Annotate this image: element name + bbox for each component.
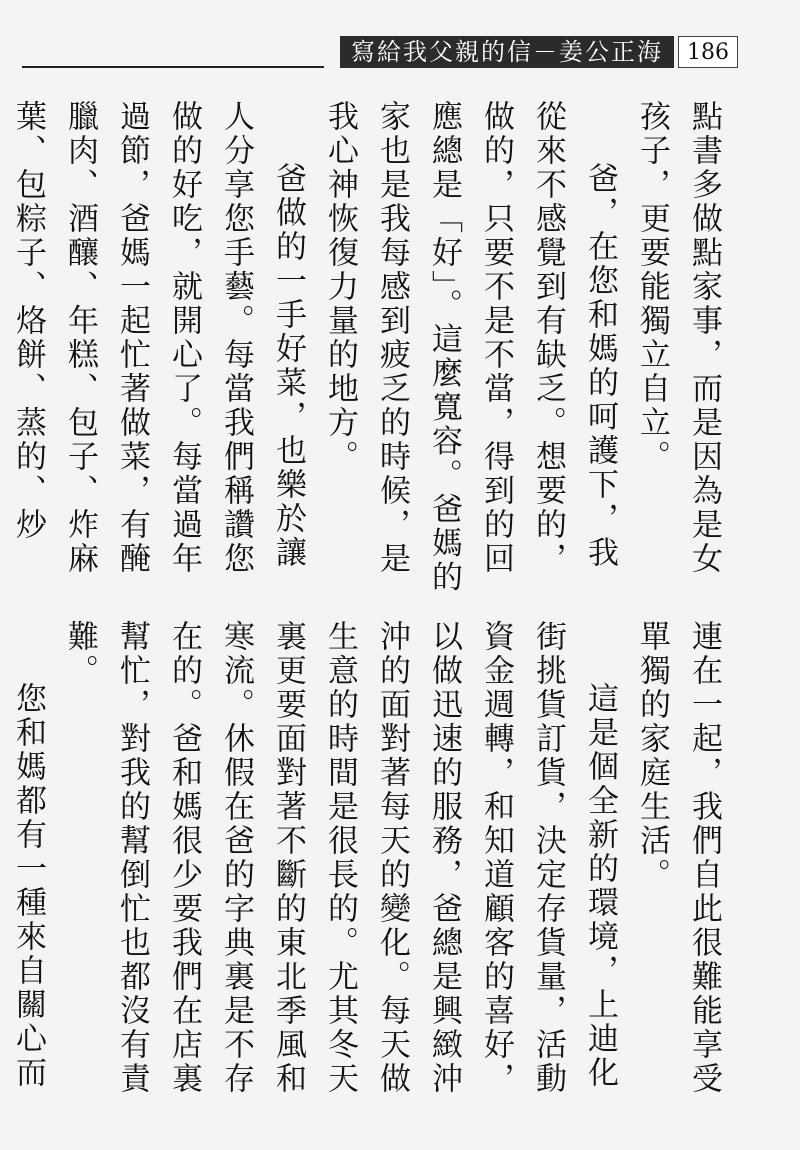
paragraph: 爸做的一手好菜，也樂於讓人分享您手藝。每當我們稱讚您做的好吃，就開心了。每當過年過節，爸媽一起忙著做菜，有醃臘肉、酒釀、年糕、包子、炸麻葉、包粽子、烙餅、蒸的、炒 <box>10 100 306 576</box>
paragraph: 這是個全新的環境，上迪化街挑貨訂貨，決定存貨量，活動資金週轉，和知道顧客的喜好，以做迅速的服務，爸總是興緻沖沖的面對著每天的變化。每天做生意的時間是很長的。尤其冬天裏更要面對著不斷的東北季風和寒流。休假在爸的字典裏是不存在的。爸和媽很少要我們在店裏幫忙，對我的幫倒忙也都沒有責難。 <box>62 620 618 1096</box>
paragraph: 點書多做點家事，而是因為是女孩子，更要能獨立自立。 <box>634 100 722 576</box>
paragraph: 連在一起，我們自此很難能享受單獨的家庭生活。 <box>634 620 722 1096</box>
header-rule <box>22 66 324 68</box>
paragraph: 您和媽都有一種來自關心而 <box>10 682 46 1090</box>
text-block-bottom <box>10 620 730 1120</box>
paragraph: 爸，在您和媽的呵護下，我從來不感覺到有缺乏。想要的，做的，只要不是不當，得到的回應總是「好」。這麼寬容。爸媽的家也是我每感到疲乏的時候，是我心神恢復力量的地方。 <box>322 100 618 595</box>
chapter-title: 寫給我父親的信－姜公正海 <box>340 36 674 68</box>
page-number: 186 <box>678 36 738 68</box>
text-block-top <box>10 100 730 600</box>
